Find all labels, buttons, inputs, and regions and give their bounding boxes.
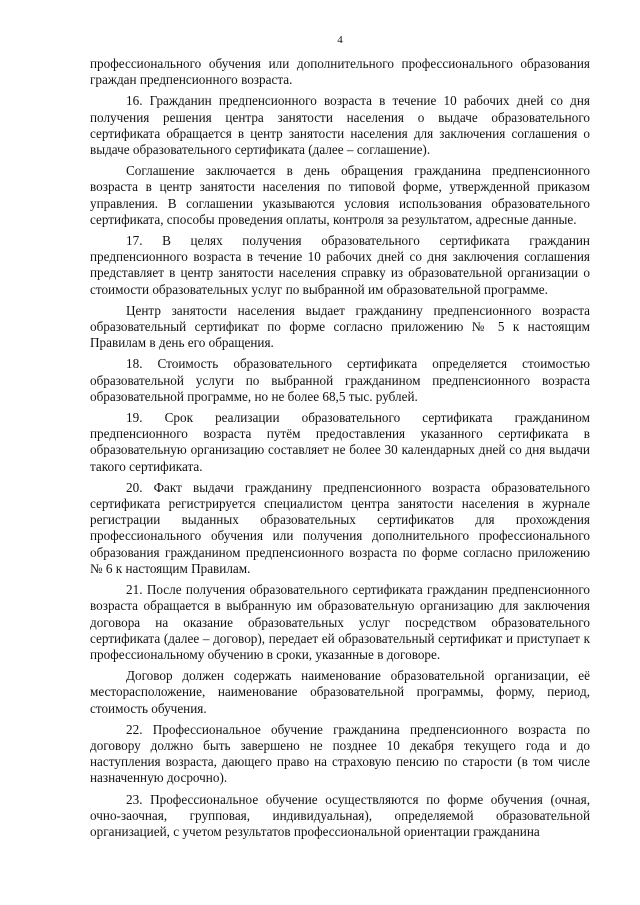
paragraph-21: 21. После получения образовательного сертификата гражданин предпенсионного возраста обращается в выбранную им образовательную организацию для заключения договора на оказание образовательных услуг посредством образовательного сертификата (далее – договор), передает ей образовательный сертификат и приступает к профессиональному обучению в сроки, указанные в договоре. (90, 582, 590, 662)
paragraph-19: 19. Срок реализации образовательного сертификата гражданином предпенсионного возраста путём предоставления указанного сертификата в образовательную организацию составляет не более 30 календарных дней со дня выдачи такого сертификата. (90, 410, 590, 474)
paragraph-16: 16. Гражданин предпенсионного возраста в течение 10 рабочих дней со дня получения решения центра занятости населения о выдаче образовательного сертификата обращается в центр занятости населения для заключения соглашения о выдаче образовательного сертификата (далее – соглашение). (90, 93, 590, 158)
page-number: 4 (337, 34, 343, 46)
paragraph-23: 23. Профессиональное обучение осуществляются по форме обучения (очная, очно-заочная, групповая, индивидуальная), определяемой образовательной организацией, с учетом результатов профессиональной ориентации гражданина (90, 791, 590, 839)
paragraph-certificate-issue: Центр занятости населения выдает гражданину предпенсионного возраста образовательный сертификат по форме согласно приложению № 5 к настоящим Правилам в день его обращения. (90, 302, 590, 351)
paragraph-agreement: Соглашение заключается в день обращения гражданина предпенсионного возраста в центр занятости населения по типовой форме, утвержденной приказом управления. В соглашении указываются условия использования образовательного сертификата, способы проведения оплаты, контроля за результатом, адресные данные. (90, 163, 590, 227)
paragraph-18: 18. Стоимость образовательного сертификата определяется стоимостью образовательной услуги по выбранной гражданином предпенсионного возраста образовательной программе, но не более 68,5 тыс. рублей. (90, 356, 590, 404)
document-page (90, 34, 590, 845)
paragraph-17: 17. В целях получения образовательного сертификата гражданин предпенсионного возраста в течение 10 рабочих дней со дня заключения соглашения представляет в центр занятости населения справку из образовательной организации о стоимости образовательных услуг по выбранной им образовательной программе. (90, 233, 590, 297)
paragraph-20: 20. Факт выдачи гражданину предпенсионного возраста образовательного сертификата регистрируется специалистом центра занятости населения в журнале регистрации выданных образовательных сертификатов для прохождения профессионального обучения или получения дополнительного профессионального образования гражданином предпенсионного возраста по форме согласно приложению № 6 к настоящим Правилам. (90, 479, 590, 576)
paragraph-contract: Договор должен содержать наименование образовательной организации, её месторасположение, наименование образовательной программы, форму, период, стоимость обучения. (90, 668, 590, 716)
paragraph-22: 22. Профессиональное обучение гражданина предпенсионного возраста по договору должно быть завершено не позднее 10 декабря текущего года и до наступления возраста, дающего право на страховую пенсию по старости (в том числе назначенную досрочно). (90, 721, 590, 786)
paragraph-continuation: профессионального обучения или дополнительного профессионального образования граждан предпенсионного возраста. (90, 56, 590, 88)
